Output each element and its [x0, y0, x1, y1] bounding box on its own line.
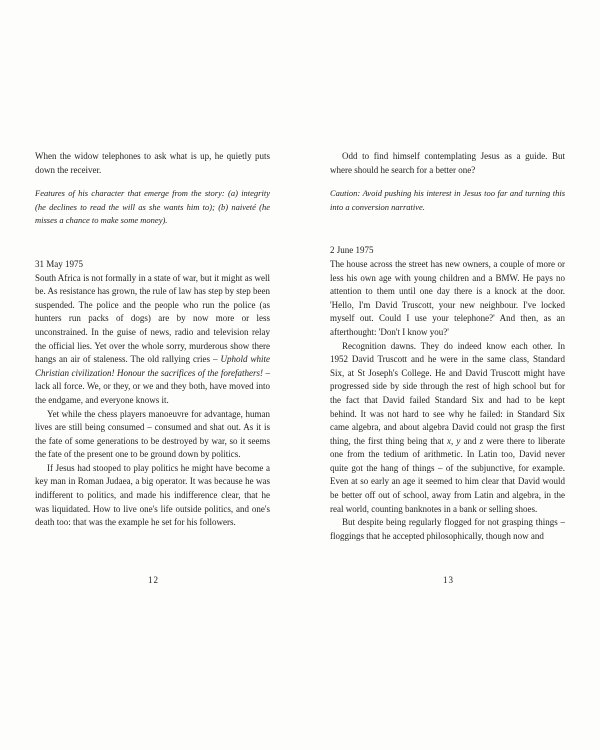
left-page — [35, 150, 270, 530]
italic-variable: x — [446, 435, 451, 446]
text-run: and — [463, 435, 477, 446]
text-run: Recognition dawns. They do indeed know each other. In 1952 David Truscott and he were in the same class, Standard Six, at St Joseph's College. He and David Truscott might have progressed side by side through the rest of high school but for the fact that David failed Standard Six and had to be kept behind. It was not hard to see why he failed: in Standard Six came algebra, and about algebra David could not grasp the first thing, the first thing being that — [330, 340, 565, 446]
body-paragraph: If Jesus had stooped to play politics he might have become a key man in Roman Judaea, a big operator. It was because he was indifferent to politics, and made his indifference clear, that he was liquidated. How to live one's life outside politics, and one's death too: that was the example he set for his followers. — [35, 462, 270, 528]
entry-date: 2 June 1975 — [330, 245, 374, 256]
entry-date: 31 May 1975 — [35, 258, 83, 269]
continued-paragraph: Odd to find himself contemplating Jesus as a guide. But where should he search for a better one? — [330, 151, 565, 175]
text-run: were there to liberate one from the tedium of arithmetic. In Latin too, David never quite got the hang of things – of the subjunctive, for example. Even at so early an age it seemed to him clear that David would be better off out of school, away from Latin and algebra, in the real world, counting banknotes in a bank or selling shoes. — [330, 435, 566, 514]
text-run: South Africa is not formally in a state of war, but it might as well be. As resistance has grown, the rule of law has step by step been suspended. The police and the people who run the police (as hunters run packs of dogs) are by now more or less unconstrained. In the guise of news, radio and television relay the official lies. Yet over the whole sorry, murderous show there hangs an air of staleness. The old rallying cries – — [35, 272, 270, 365]
author-note: Features of his character that emerge from the story: (a) integrity (he declines to read the will as she wants him to); (b) naiveté (he misses a chance to make some money). — [35, 188, 270, 226]
right-page — [330, 150, 565, 543]
body-paragraph — [330, 340, 565, 517]
author-note: Caution: Avoid pushing his interest in Jesus too far and turning this into a conversion narrative. — [330, 188, 565, 212]
body-paragraph: The house across the street has new owners, a couple of more or less his own age with young children and a BMW. He pays no attention to them until one day there is a knock at the door. 'Hello, I'm David Truscott, your new neighbour. I've locked myself out. Could I use your telephone?' And then, as an afterthought: 'Don't I know you?' — [330, 258, 565, 337]
continued-paragraph: When the widow telephones to ask what is up, he quietly puts down the receiver. — [35, 151, 270, 175]
body-paragraph — [35, 272, 270, 408]
punctuation: , — [450, 435, 454, 446]
italic-phrase: Uphold white Christian civilization! Honour the sacrifices of the forefathers! — [35, 354, 270, 378]
page-number: 12 — [148, 575, 159, 585]
page-number: 13 — [443, 575, 454, 585]
body-paragraph: But despite being regularly flogged for not grasping things – floggings that he accepted philosophically, though now and — [330, 517, 565, 541]
body-paragraph: Yet while the chess players manoeuvre for advantage, human lives are still being consumed – consumed and shat out. As it is the fate of some generations to be destroyed by war, so it seems the fate of the present one to be ground down by politics. — [35, 408, 270, 460]
italic-variable: y — [456, 435, 461, 446]
text-run: – lack all force. We, or they, or we and they both, have moved into the endgame, and everyone knows it. — [35, 367, 270, 405]
italic-variable: z — [479, 435, 484, 446]
